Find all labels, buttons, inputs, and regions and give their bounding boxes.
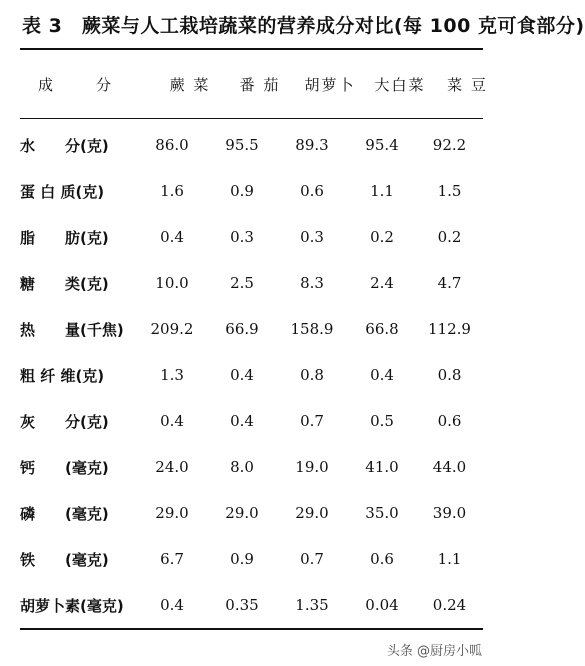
table-cell: 29.0 — [155, 504, 189, 522]
table-cell: 66.8 — [365, 320, 399, 338]
table-cell: 95.4 — [365, 136, 399, 154]
table-cell: 1.1 — [370, 182, 394, 200]
table-cell: 41.0 — [365, 458, 399, 476]
table-cell: 2.4 — [370, 274, 394, 292]
table-row — [20, 260, 483, 306]
row-label: 钙 (毫克) — [20, 458, 109, 477]
table-cell: 0.4 — [370, 366, 394, 384]
row-label: 磷 (毫克) — [20, 504, 109, 523]
nutrition-table — [20, 122, 483, 628]
table-cell: 1.35 — [295, 596, 329, 614]
table-cell: 29.0 — [295, 504, 329, 522]
table-row — [20, 122, 483, 168]
table-cell: 0.9 — [230, 550, 254, 568]
table-cell: 0.04 — [365, 596, 399, 614]
table-cell: 112.9 — [428, 320, 471, 338]
table-cell: 39.0 — [432, 504, 467, 522]
table-cell: 0.2 — [437, 228, 462, 246]
table-cell: 0.6 — [370, 550, 394, 568]
table-cell: 24.0 — [155, 458, 189, 476]
table-cell: 0.8 — [437, 366, 462, 384]
table-cell: 4.7 — [437, 274, 462, 292]
header-row — [20, 54, 501, 114]
table-cell: 0.4 — [160, 228, 184, 246]
table-cell: 89.3 — [295, 136, 329, 154]
table-cell: 0.3 — [300, 228, 324, 246]
table-cell: 0.6 — [437, 412, 462, 430]
table-row — [20, 214, 483, 260]
top-rule — [20, 48, 483, 50]
table-cell: 0.5 — [370, 412, 394, 430]
header-chinese-cabbage: 大白菜 — [374, 75, 426, 94]
table-row — [20, 490, 483, 536]
table-row — [20, 352, 483, 398]
row-label: 热 量(千焦) — [20, 320, 124, 339]
table-cell: 0.9 — [230, 182, 254, 200]
table-cell: 1.5 — [437, 182, 462, 200]
table-cell: 1.3 — [160, 366, 184, 384]
table-cell: 158.9 — [290, 320, 334, 338]
table-cell: 0.6 — [300, 182, 324, 200]
bottom-rule — [20, 628, 483, 630]
row-label: 铁 (毫克) — [20, 550, 109, 569]
table-cell: 1.6 — [160, 182, 184, 200]
header-kidney-bean: 菜 豆 — [447, 75, 488, 94]
table-cell: 0.24 — [432, 596, 467, 614]
row-label: 糖 类(克) — [20, 274, 109, 293]
table-cell: 19.0 — [295, 458, 329, 476]
table-row — [20, 444, 483, 490]
table-row — [20, 168, 483, 214]
table-cell: 0.4 — [230, 412, 254, 430]
table-row — [20, 536, 483, 582]
table-cell: 10.0 — [155, 274, 189, 292]
table-cell: 0.7 — [300, 550, 324, 568]
row-label: 灰 分(克) — [20, 412, 109, 431]
table-cell: 1.1 — [437, 550, 462, 568]
table-cell: 0.4 — [160, 596, 184, 614]
table-cell: 44.0 — [432, 458, 467, 476]
table-header — [20, 54, 501, 114]
table-cell: 0.4 — [230, 366, 254, 384]
table-cell: 6.7 — [160, 550, 184, 568]
row-label: 脂 肪(克) — [20, 228, 109, 247]
row-label: 水 分(克) — [20, 136, 109, 155]
table-cell: 0.8 — [300, 366, 324, 384]
table-cell: 0.4 — [160, 412, 184, 430]
table-cell: 0.2 — [370, 228, 394, 246]
row-label: 蛋 白 质(克) — [20, 182, 105, 201]
watermark: 头条 @厨房小呱 — [386, 644, 482, 659]
table-cell: 92.2 — [432, 136, 467, 154]
table-row — [20, 306, 483, 352]
header-nutrient: 成 分 — [38, 75, 126, 94]
header-tomato: 番 茄 — [239, 75, 281, 94]
table-cell: 0.7 — [300, 412, 324, 430]
row-label: 胡萝卜素(毫克) — [20, 596, 124, 615]
table-cell: 0.3 — [230, 228, 254, 246]
table-cell: 2.5 — [230, 274, 254, 292]
row-label: 粗 纤 维(克) — [20, 366, 105, 385]
table-cell: 8.3 — [300, 274, 324, 292]
table-cell: 95.5 — [225, 136, 259, 154]
table-row — [20, 398, 483, 444]
header-rule — [20, 118, 483, 119]
table-cell: 66.9 — [225, 320, 259, 338]
table-cell: 29.0 — [225, 504, 259, 522]
table-title: 表 3 蕨菜与人工栽培蔬菜的营养成分对比(每 100 克可食部分) — [22, 15, 585, 37]
header-carrot: 胡萝卜 — [304, 75, 356, 94]
table-cell: 209.2 — [150, 320, 194, 338]
table-cell: 35.0 — [365, 504, 399, 522]
table-cell: 8.0 — [230, 458, 254, 476]
table-cell: 0.35 — [225, 596, 259, 614]
header-bracken: 蕨 菜 — [169, 75, 211, 94]
table-cell: 86.0 — [155, 136, 189, 154]
table-row — [20, 582, 483, 628]
table-body — [20, 122, 483, 628]
